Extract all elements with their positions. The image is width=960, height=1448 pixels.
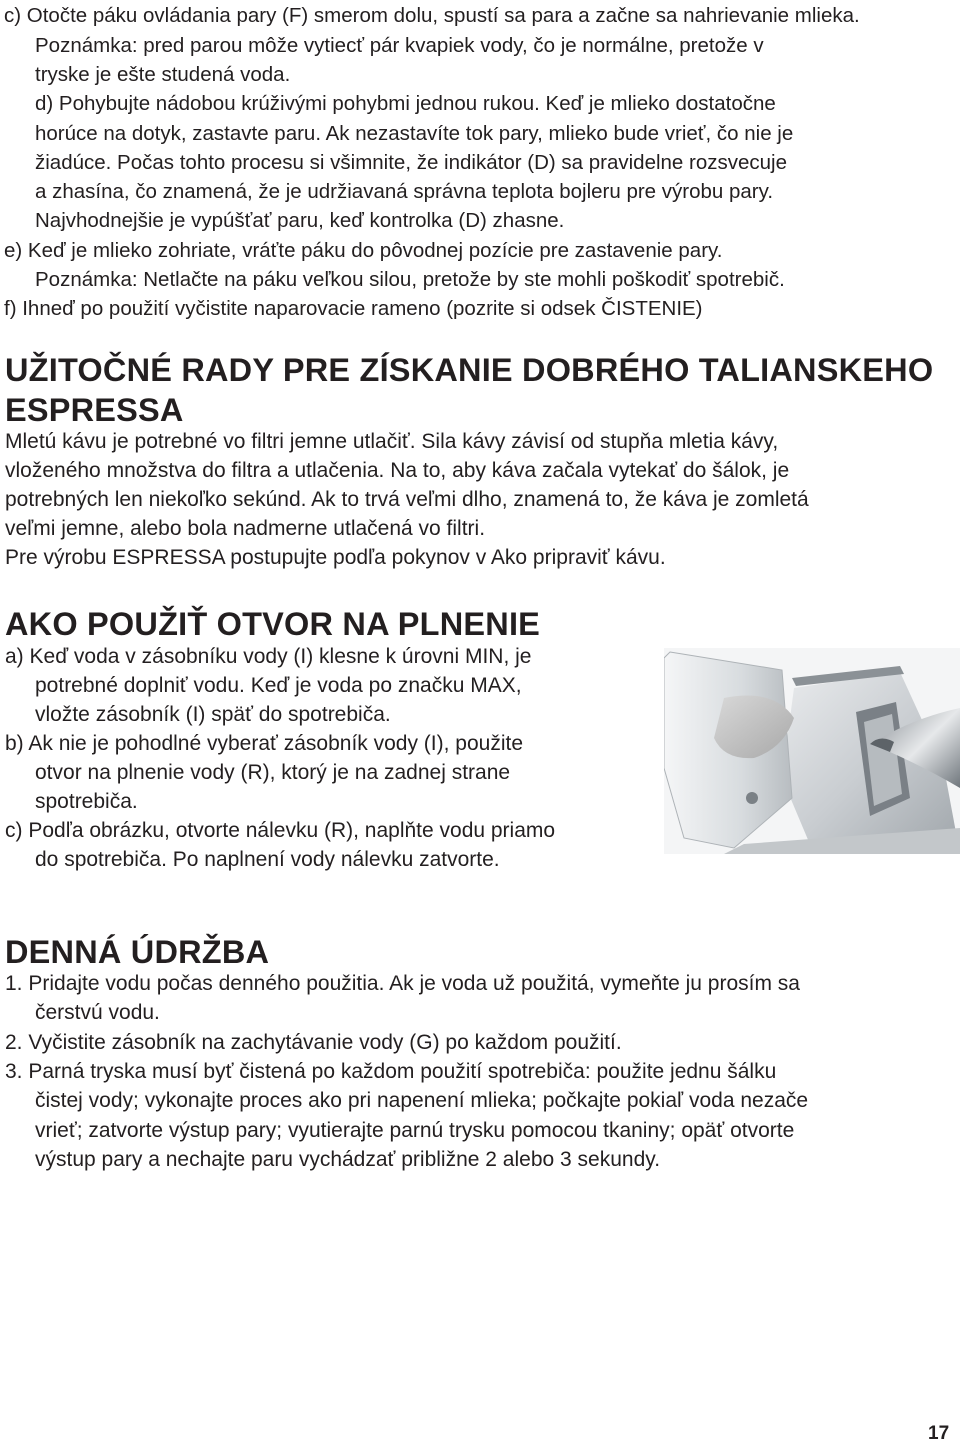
intro-line: Poznámka: Netlačte na páku veľkou silou, pretože by ste mohli poškodiť spotrebič. <box>35 268 785 291</box>
tips-heading: UŽITOČNÉ RADY PRE ZÍSKANIE DOBRÉHO TALIANSKEHO <box>5 352 934 388</box>
daily-line: vrieť; zatvorte výstup pary; vyutierajte parnú trysku pomocou tkaniny; opäť otvorte <box>35 1119 795 1142</box>
tips-line: potrebných len niekoľko sekúnd. Ak to trvá veľmi dlho, znamená to, že káva je zomletá <box>5 488 809 511</box>
tips-line: vloženého množstva do filtra a utlačenia. Na to, aby káva začala vytekať do šálok, je <box>5 459 790 482</box>
intro-line: e) Keď je mlieko zohriate, vráťte páku do pôvodnej pozície pre zastavenie pary. <box>4 239 723 262</box>
refill-photo <box>664 648 960 854</box>
fill-line: otvor na plnenie vody (R), ktorý je na zadnej strane <box>35 761 511 784</box>
intro-line: žiadúce. Počas tohto procesu si všimnite, že indikátor (D) sa pravidelne rozsvecuje <box>35 151 788 174</box>
fill-line: a) Keď voda v zásobníku vody (I) klesne k úrovni MIN, je <box>5 645 532 668</box>
daily-heading: DENNÁ ÚDRŽBA <box>5 934 270 970</box>
intro-line: horúce na dotyk, zastavte paru. Ak nezastavíte tok pary, mlieko bude vrieť, čo nie je <box>35 122 794 145</box>
daily-line: 3. Parná tryska musí byť čistená po každom použití spotrebiča: použite jednu šálku <box>5 1060 777 1083</box>
daily-line: čerstvú vodu. <box>35 1001 160 1024</box>
daily-line: 1. Pridajte vodu počas denného použitia. Ak je voda už použitá, vymeňte ju prosím sa <box>5 972 800 995</box>
intro-line: d) Pohybujte nádobou krúživými pohybmi jednou rukou. Keď je mlieko dostatočne <box>35 92 776 115</box>
fill-line: do spotrebiča. Po naplnení vody nálevku zatvorte. <box>35 848 500 871</box>
fill-line: potrebné doplniť vodu. Keď je voda po značku MAX, <box>35 674 522 697</box>
tips-line: veľmi jemne, alebo bola nadmerne utlačená vo filtri. <box>5 517 486 540</box>
refill-illustration <box>664 648 960 854</box>
intro-line: Najvhodnejšie je vypúšťať paru, keď kontrolka (D) zhasne. <box>35 209 565 232</box>
daily-line: 2. Vyčistite zásobník na zachytávanie vody (G) po každom použití. <box>5 1031 622 1054</box>
daily-line: výstup pary a nechajte paru vychádzať približne 2 alebo 3 sekundy. <box>35 1148 661 1171</box>
intro-line: tryske je ešte studená voda. <box>35 63 291 86</box>
page-number: 17 <box>928 1423 950 1444</box>
tips-heading: ESPRESSA <box>5 392 184 428</box>
intro-line: Poznámka: pred parou môže vytiecť pár kvapiek vody, čo je normálne, pretože v <box>35 34 764 57</box>
intro-line: f) Ihneď po použití vyčistite naparovacie rameno (pozrite si odsek ČISTENIE) <box>4 297 703 320</box>
fill-line: b) Ak nie je pohodlné vyberať zásobník vody (I), použite <box>5 732 524 755</box>
fill-line: c) Podľa obrázku, otvorte nálevku (R), naplňte vodu priamo <box>5 819 556 842</box>
fill-line: vložte zásobník (I) späť do spotrebiča. <box>35 703 391 726</box>
fill-line: spotrebiča. <box>35 790 138 813</box>
tips-line: Pre výrobu ESPRESSA postupujte podľa pokynov v Ako pripraviť kávu. <box>5 546 666 569</box>
fill-heading: AKO POUŽIŤ OTVOR NA PLNENIE <box>5 606 541 642</box>
tips-line: Mletú kávu je potrebné vo filtri jemne utlačiť. Sila kávy závisí od stupňa mletia kávy, <box>5 430 779 453</box>
daily-line: čistej vody; vykonajte proces ako pri napenení mlieka; počkajte pokiaľ voda nezače <box>35 1089 809 1112</box>
intro-line: a zhasína, čo znamená, že je udržiavaná správna teplota bojleru pre výrobu pary. <box>35 180 774 203</box>
intro-line: c) Otočte páku ovládania pary (F) smerom dolu, spustí sa para a začne sa nahrievanie mlieka. <box>4 4 860 27</box>
